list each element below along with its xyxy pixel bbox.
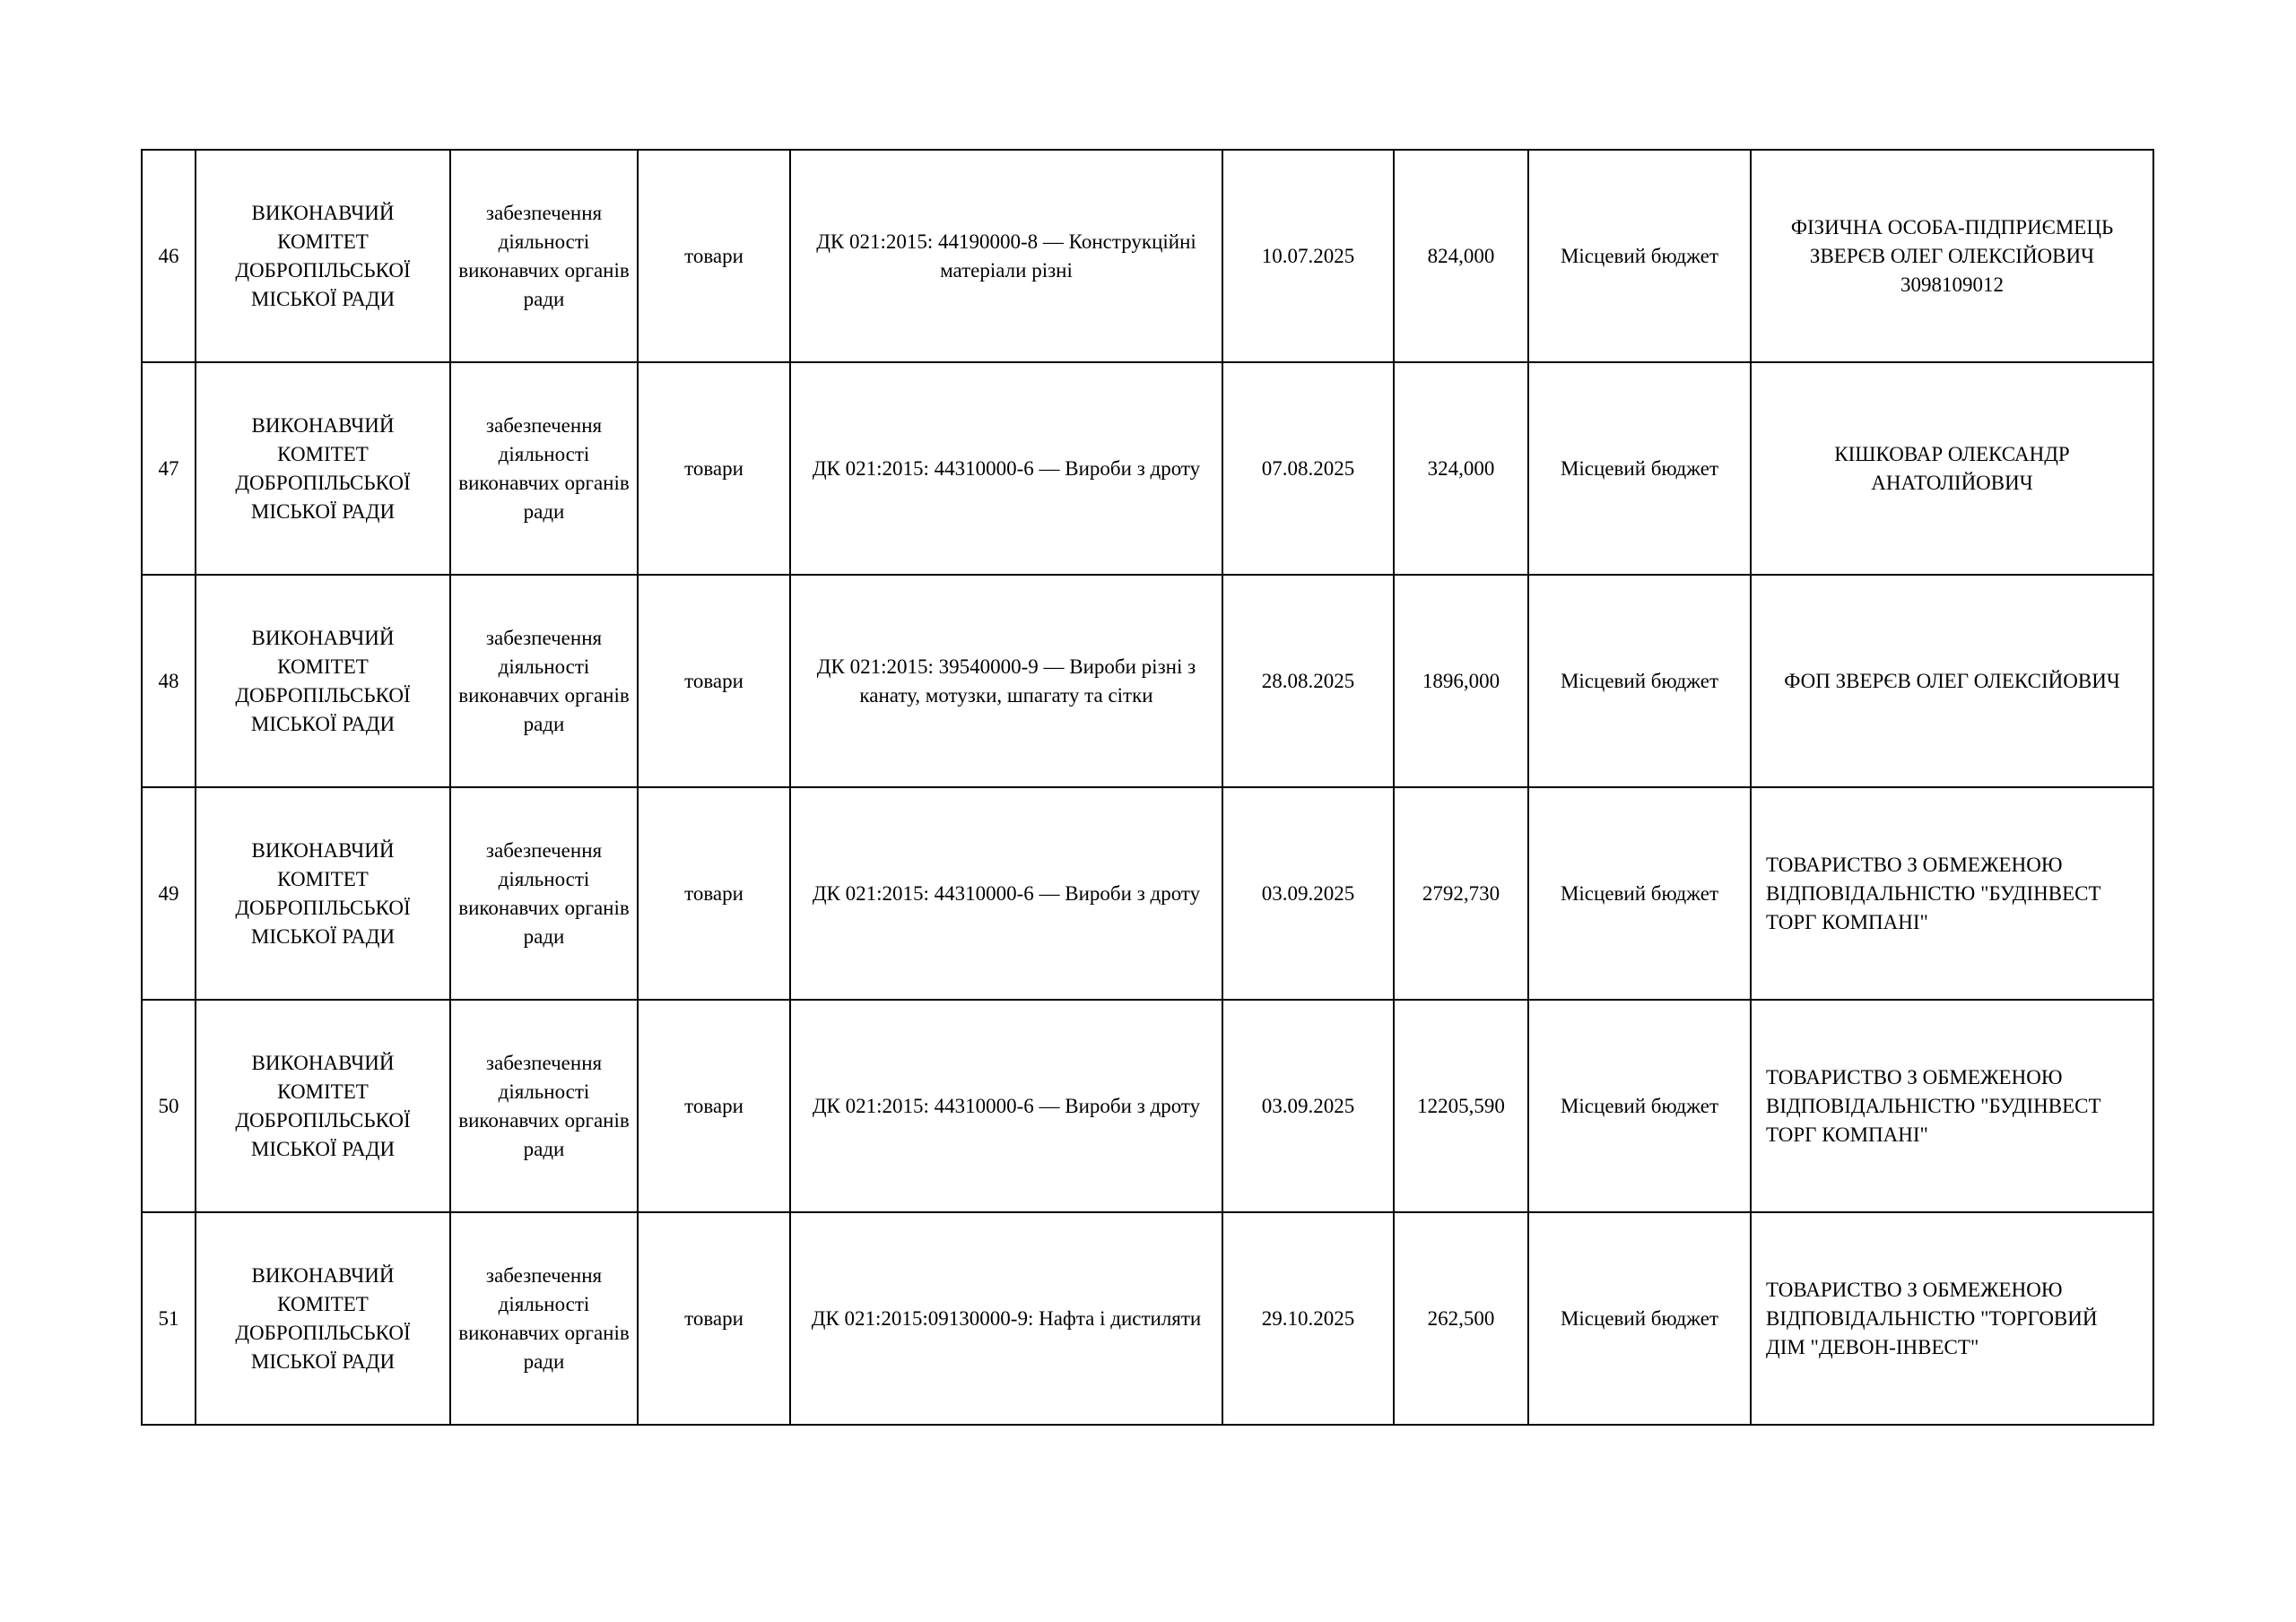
amount-cell: 2792,730: [1394, 787, 1528, 1000]
date-cell: 28.08.2025: [1222, 575, 1394, 787]
purpose-cell: забезпечення діяльності виконавчих органів ради: [450, 575, 638, 787]
funding-source-cell: Місцевий бюджет: [1528, 575, 1751, 787]
subject-cell: товари: [638, 362, 790, 575]
funding-source-cell: Місцевий бюджет: [1528, 362, 1751, 575]
table-row: [142, 575, 2153, 787]
subject-cell: товари: [638, 1000, 790, 1212]
supplier-cell: ТОВАРИСТВО З ОБМЕЖЕНОЮ ВІДПОВІДАЛЬНІСТЮ "ТОРГОВИЙ ДІМ "ДЕВОН-ІНВЕСТ": [1751, 1212, 2153, 1425]
subject-cell: товари: [638, 1212, 790, 1425]
row-number: 48: [142, 575, 196, 787]
organization-cell: ВИКОНАВЧИЙ КОМІТЕТ ДОБРОПІЛЬСЬКОЇ МІСЬКОЇ РАДИ: [196, 575, 450, 787]
table-row: [142, 1212, 2153, 1425]
organization-cell: ВИКОНАВЧИЙ КОМІТЕТ ДОБРОПІЛЬСЬКОЇ МІСЬКОЇ РАДИ: [196, 150, 450, 362]
date-cell: 07.08.2025: [1222, 362, 1394, 575]
subject-cell: товари: [638, 787, 790, 1000]
supplier-cell: ФОП ЗВЕРЄВ ОЛЕГ ОЛЕКСІЙОВИЧ: [1751, 575, 2153, 787]
supplier-cell: КІШКОВАР ОЛЕКСАНДР АНАТОЛІЙОВИЧ: [1751, 362, 2153, 575]
procurement-table: [141, 149, 2154, 1426]
organization-cell: ВИКОНАВЧИЙ КОМІТЕТ ДОБРОПІЛЬСЬКОЇ МІСЬКОЇ РАДИ: [196, 1212, 450, 1425]
cpv-code-cell: ДК 021:2015: 44310000-6 — Вироби з дроту: [790, 362, 1222, 575]
purpose-cell: забезпечення діяльності виконавчих органів ради: [450, 787, 638, 1000]
purpose-cell: забезпечення діяльності виконавчих органів ради: [450, 150, 638, 362]
subject-cell: товари: [638, 575, 790, 787]
table-body: [142, 150, 2153, 1425]
cpv-code-cell: ДК 021:2015: 44190000-8 — Конструкційні матеріали різні: [790, 150, 1222, 362]
table-row: [142, 1000, 2153, 1212]
organization-cell: ВИКОНАВЧИЙ КОМІТЕТ ДОБРОПІЛЬСЬКОЇ МІСЬКОЇ РАДИ: [196, 362, 450, 575]
funding-source-cell: Місцевий бюджет: [1528, 1000, 1751, 1212]
date-cell: 03.09.2025: [1222, 1000, 1394, 1212]
amount-cell: 262,500: [1394, 1212, 1528, 1425]
cpv-code-cell: ДК 021:2015: 44310000-6 — Вироби з дроту: [790, 1000, 1222, 1212]
table-row: [142, 150, 2153, 362]
amount-cell: 12205,590: [1394, 1000, 1528, 1212]
amount-cell: 1896,000: [1394, 575, 1528, 787]
cpv-code-cell: ДК 021:2015: 44310000-6 — Вироби з дроту: [790, 787, 1222, 1000]
subject-cell: товари: [638, 150, 790, 362]
row-number: 47: [142, 362, 196, 575]
date-cell: 03.09.2025: [1222, 787, 1394, 1000]
date-cell: 10.07.2025: [1222, 150, 1394, 362]
supplier-cell: ТОВАРИСТВО З ОБМЕЖЕНОЮ ВІДПОВІДАЛЬНІСТЮ "БУДІНВЕСТ ТОРГ КОМПАНІ": [1751, 787, 2153, 1000]
row-number: 46: [142, 150, 196, 362]
supplier-cell: ТОВАРИСТВО З ОБМЕЖЕНОЮ ВІДПОВІДАЛЬНІСТЮ "БУДІНВЕСТ ТОРГ КОМПАНІ": [1751, 1000, 2153, 1212]
row-number: 50: [142, 1000, 196, 1212]
amount-cell: 824,000: [1394, 150, 1528, 362]
supplier-cell: ФІЗИЧНА ОСОБА-ПІДПРИЄМЕЦЬ ЗВЕРЄВ ОЛЕГ ОЛЕКСІЙОВИЧ 3098109012: [1751, 150, 2153, 362]
funding-source-cell: Місцевий бюджет: [1528, 150, 1751, 362]
table-row: [142, 362, 2153, 575]
cpv-code-cell: ДК 021:2015: 39540000-9 — Вироби різні з канату, мотузки, шпагату та сітки: [790, 575, 1222, 787]
row-number: 51: [142, 1212, 196, 1425]
organization-cell: ВИКОНАВЧИЙ КОМІТЕТ ДОБРОПІЛЬСЬКОЇ МІСЬКОЇ РАДИ: [196, 787, 450, 1000]
table-row: [142, 787, 2153, 1000]
purpose-cell: забезпечення діяльності виконавчих органів ради: [450, 1000, 638, 1212]
row-number: 49: [142, 787, 196, 1000]
date-cell: 29.10.2025: [1222, 1212, 1394, 1425]
funding-source-cell: Місцевий бюджет: [1528, 787, 1751, 1000]
funding-source-cell: Місцевий бюджет: [1528, 1212, 1751, 1425]
purpose-cell: забезпечення діяльності виконавчих органів ради: [450, 1212, 638, 1425]
organization-cell: ВИКОНАВЧИЙ КОМІТЕТ ДОБРОПІЛЬСЬКОЇ МІСЬКОЇ РАДИ: [196, 1000, 450, 1212]
cpv-code-cell: ДК 021:2015:09130000-9: Нафта і дистиляти: [790, 1212, 1222, 1425]
purpose-cell: забезпечення діяльності виконавчих органів ради: [450, 362, 638, 575]
amount-cell: 324,000: [1394, 362, 1528, 575]
